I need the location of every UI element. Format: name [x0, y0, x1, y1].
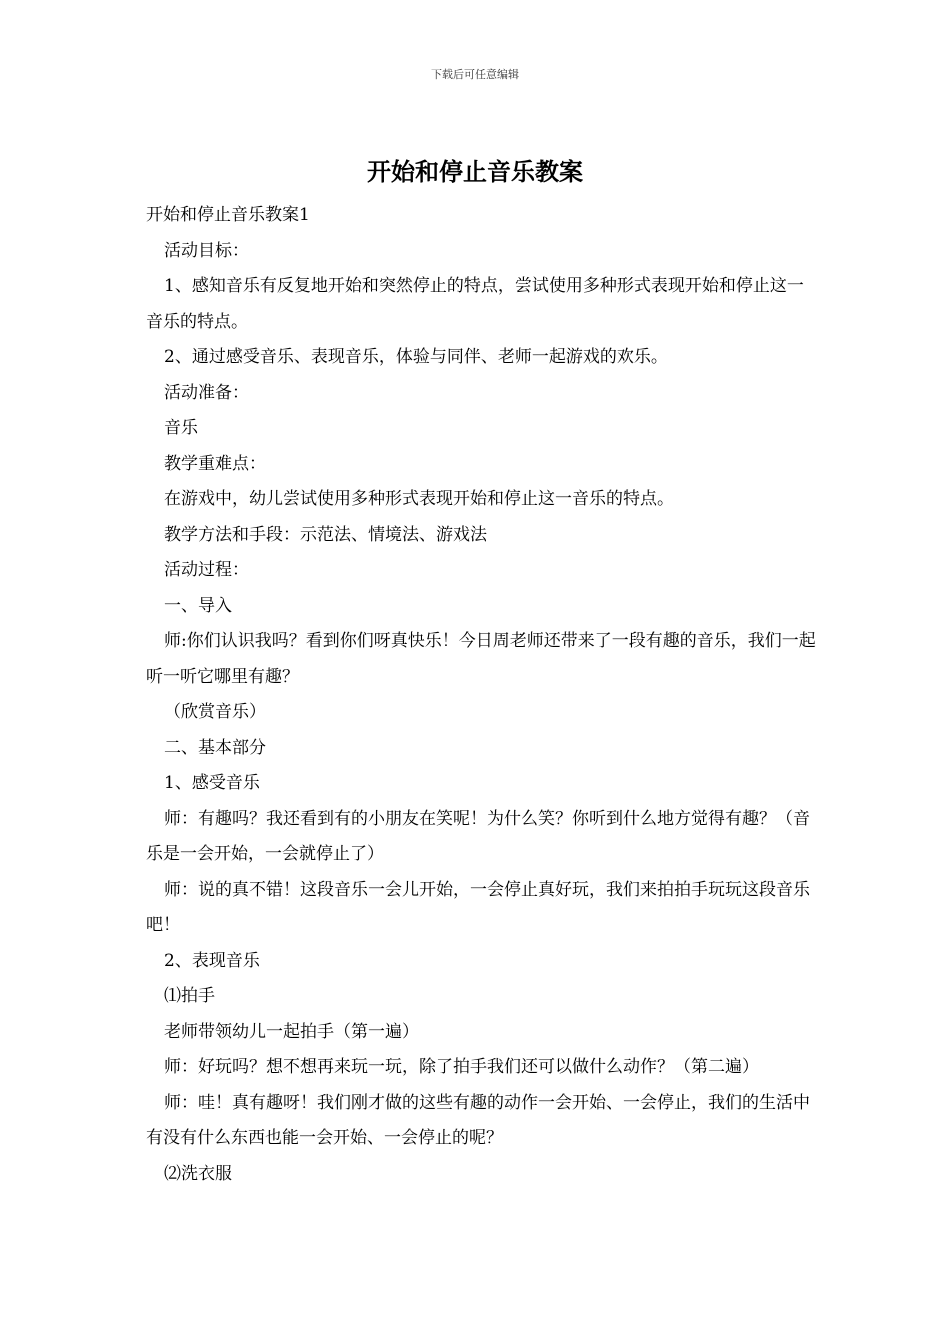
paragraph: 一、导入 [164, 595, 232, 616]
document-body [146, 198, 818, 1192]
paragraph: 活动过程： [164, 560, 249, 580]
paragraph: 音乐 [164, 418, 198, 438]
paragraph: 教学方法和手段：示范法、情境法、游戏法 [164, 524, 487, 545]
paragraph: 老师带领幼儿一起拍手（第一遍） [164, 1021, 419, 1042]
header-note: 下载后可任意编辑 [431, 68, 519, 81]
paragraph: ⑴拍手 [164, 986, 215, 1006]
paragraph: 师：哇！真有趣呀！我们刚才做的这些有趣的动作一会开始、一会停止，我们的生活中有没有什么东西也能一会开始、一会停止的呢？ [146, 1092, 810, 1148]
paragraph: 1、感知音乐有反复地开始和突然停止的特点，尝试使用多种形式表现开始和停止这一音乐的特点。 [146, 276, 804, 332]
paragraph: 师:你们认识我吗？看到你们呀真快乐！今日周老师还带来了一段有趣的音乐，我们一起听一听它哪里有趣？ [146, 631, 816, 687]
paragraph: 师：好玩吗？想不想再来玩一玩，除了拍手我们还可以做什么动作？（第二遍） [164, 1057, 759, 1077]
document-title: 开始和停止音乐教案 [367, 157, 583, 186]
paragraph: 2、表现音乐 [164, 950, 260, 971]
paragraph: 在游戏中，幼儿尝试使用多种形式表现开始和停止这一音乐的特点。 [164, 489, 674, 509]
paragraph: ⑵洗衣服 [164, 1163, 232, 1184]
paragraph: 活动目标： [164, 240, 249, 261]
paragraph: 活动准备： [164, 382, 249, 403]
paragraph: 2、通过感受音乐、表现音乐，体验与同伴、老师一起游戏的欢乐。 [164, 347, 668, 367]
paragraph: 教学重难点： [164, 453, 266, 474]
paragraph: 开始和停止音乐教案1 [146, 205, 310, 225]
paragraph: 二、基本部分 [164, 737, 266, 758]
paragraph: 1、感受音乐 [164, 773, 260, 793]
paragraph: （欣赏音乐） [164, 702, 266, 722]
paragraph: 师：有趣吗？我还看到有的小朋友在笑呢！为什么笑？你听到什么地方觉得有趣？（音乐是一会开始，一会就停止了） [146, 808, 810, 864]
paragraph: 师：说的真不错！这段音乐一会儿开始，一会停止真好玩，我们来拍拍手玩玩这段音乐吧！ [146, 879, 810, 935]
